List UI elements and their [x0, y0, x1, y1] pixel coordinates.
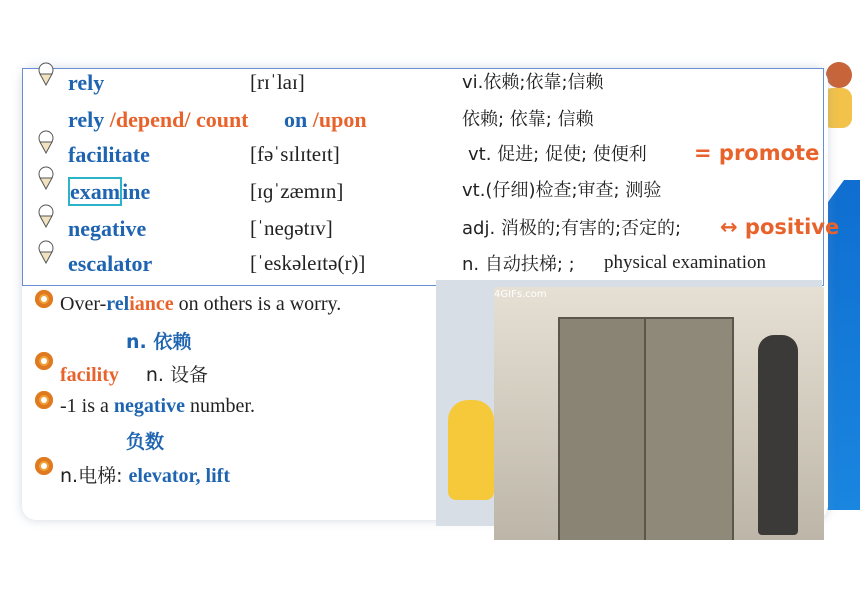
person-figure — [758, 335, 798, 535]
phonetic-escalator: [ˈeskəleɪtə(r)] — [250, 251, 366, 275]
ice-cream-icon — [36, 204, 56, 228]
word-examine: examine — [70, 179, 151, 204]
example-negative-meaning: 负数 — [126, 431, 165, 453]
elevator-gif — [494, 287, 824, 540]
example-elevator: n.电梯: elevator, lift — [60, 465, 230, 487]
word-negative: negative — [68, 216, 147, 241]
example-over-reliance: Over-reliance on others is a worry. — [60, 293, 342, 315]
basketball-icon — [826, 62, 852, 88]
definition-examine: vt.(仔细)检查;审查; 测验 — [462, 180, 662, 201]
phrase-rely-on: rely /depend/ count on /upon — [68, 107, 367, 132]
example-negative-number: -1 is a negative number. — [60, 395, 255, 417]
phonetic-facilitate: [fəˈsɪlɪteɪt] — [250, 142, 340, 166]
elevator-door-right — [644, 317, 734, 540]
note-positive: ↔ positive — [720, 215, 840, 239]
word-escalator: escalator — [68, 251, 153, 276]
example-reliance-meaning: n. 依赖 — [126, 331, 192, 353]
highlight-box: exam — [70, 179, 121, 204]
elevator-door-left — [558, 317, 648, 540]
donut-icon — [35, 290, 53, 308]
caption-box — [600, 252, 812, 280]
example-facility: facility n. 设备 — [60, 364, 208, 386]
word-rely: rely — [68, 70, 105, 95]
ice-cream-icon — [36, 240, 56, 264]
donut-icon — [35, 352, 53, 370]
ice-cream-icon — [36, 130, 56, 154]
donut-icon — [35, 391, 53, 409]
ice-cream-icon — [36, 62, 56, 86]
phonetic-negative: [ˈneɡətɪv] — [250, 216, 333, 240]
definition-rely-on: 依赖; 依靠; 信赖 — [462, 109, 594, 130]
definition-escalator: n. 自动扶梯; ; — [462, 254, 575, 275]
phonetic-examine: [ɪɡˈzæmɪn] — [250, 179, 344, 203]
gif-watermark: 4GIFs.com — [494, 289, 547, 300]
word-facilitate: facilitate — [68, 142, 150, 167]
definition-facilitate: vt. 促进; 促使; 使便利 — [468, 144, 647, 165]
definition-negative: adj. 消极的;有害的;否定的; — [462, 218, 682, 239]
donut-icon — [35, 457, 53, 475]
ice-cream-icon — [36, 166, 56, 190]
note-promote: = promote — [694, 141, 820, 165]
pikachu-image — [448, 400, 494, 500]
definition-rely: vi.依赖;依靠;信赖 — [462, 72, 604, 93]
caption-physical-examination: physical examination — [604, 252, 766, 273]
phonetic-rely: [rɪˈlaɪ] — [250, 70, 305, 94]
